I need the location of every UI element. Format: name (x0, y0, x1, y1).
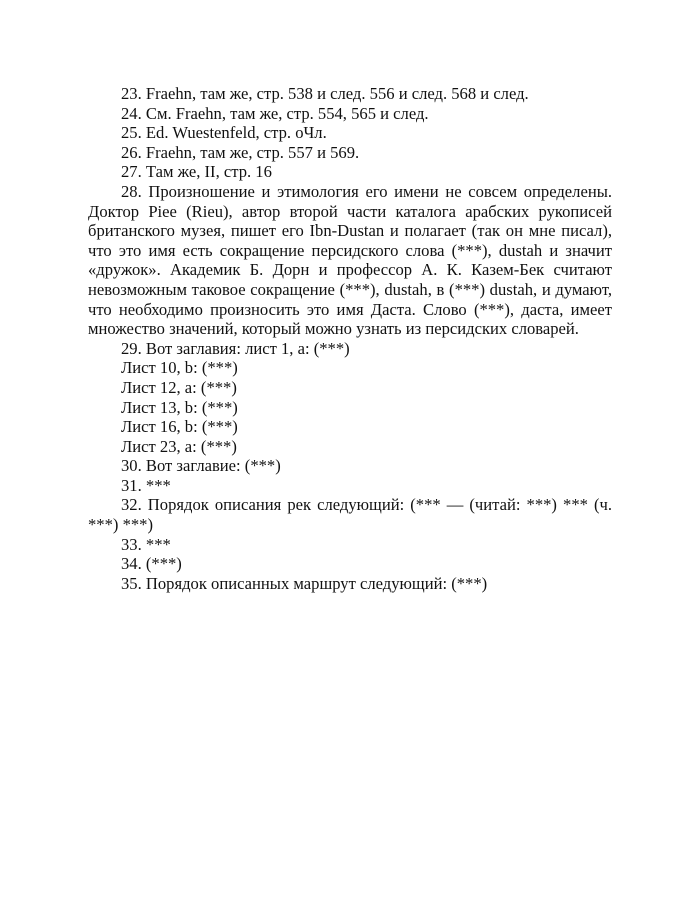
footnote-34: 34. (***) (121, 554, 182, 574)
footnote-26: 26. Fraehn, там же, стр. 557 и 569. (121, 142, 360, 162)
footnote-30: 30. Вот заглавие: (***) (121, 456, 281, 476)
footnote-25: 25. Ed. Wuestenfeld, стр. оЧл. (121, 123, 327, 143)
footnote-35: 35. Порядок описанных маршрут следующий: (***) (121, 573, 488, 593)
footnote-27: 27. Там же, II, стр. 16 (121, 162, 272, 182)
document-page (88, 84, 612, 593)
footnote-29-sheet: Лист 13, b: (***) (121, 397, 238, 417)
footnote-31: 31. *** (121, 475, 171, 495)
footnote-29: 29. Вот заглавия: лист 1, а: (***) (121, 338, 350, 358)
footnote-29-sheet: Лист 12, а: (***) (121, 377, 237, 397)
footnote-29-sheet: Лист 16, b: (***) (121, 417, 238, 437)
footnote-32: 32. Порядок описания рек следующий: (*** — (читай: ***) *** (ч. ***) ***) (88, 495, 612, 535)
footnote-29-sheet: Лист 10, b: (***) (121, 358, 238, 378)
footnote-29-sheet: Лист 23, а: (***) (121, 436, 237, 456)
footnote-23: 23. Fraehn, там же, стр. 538 и след. 556 и след. 568 и след. (121, 84, 529, 103)
footnote-24: 24. См. Fraehn, там же, стр. 554, 565 и след. (121, 103, 429, 123)
footnote-33: 33. *** (121, 534, 171, 554)
footnote-28: 28. Произношение и этимология его имени не совсем определены. Доктор Piee (Rieu), автор второй части каталога арабских рукописей британского музея, пишет его Ibn-Dustan и полагает (так он мне писал), что это имя есть сокращение персидского слова (***), dustah и значит «дружок». Академик Б. Дорн и профессор А. К. Казем-Бек считают невозможным таковое сокращение (***), dustah, в (***) dustah, и думают, что необходимо произносить это имя Даста. Слово (***), даста, имеет множество значений, который можно узнать из персидских словарей. (88, 181, 612, 339)
